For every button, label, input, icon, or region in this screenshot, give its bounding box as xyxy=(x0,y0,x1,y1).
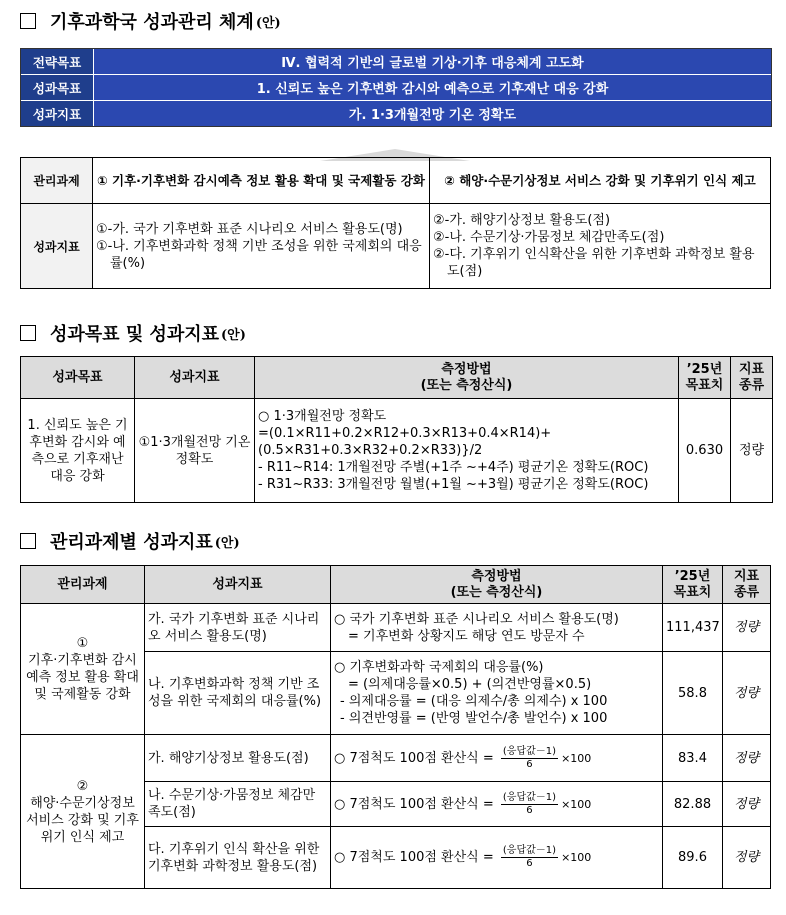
band-row-strategy: 전략목표 Ⅳ. 협력적 기반의 글로벌 기상·기후 대응체계 고도화 xyxy=(21,49,771,75)
strategy-band xyxy=(20,48,772,127)
table-row: ② 해양·수문기상정보 서비스 강화 및 기후위기 인식 제고 가. 해양기상정보 활용도(점) ○ 7점척도 100점 환산식 = $\frac{\text{(응답값－1)}}{6}$ ×100 83.4 정량 xyxy=(21,735,771,782)
table-row: 나. 기후변화과학 정책 기반 조성을 위한 국제회의 대응률(%) ○ 기후변화과학 국제회의 대응률(%) = (의제대응률×0.5) + (의견반영률×0.5) - 의제대응률 = (대응 의제수/총 의제수) x 100 - 의견반영률 = (반영 발언수/총 발언수) x 100 58.8 정량 xyxy=(21,652,771,735)
task1-header: ① 기후·기후변화 감시예측 정보 활용 확대 및 국제활동 강화 xyxy=(93,158,430,204)
task1-indicators: ①-가. 국가 기후변화 표준 시나리오 서비스 활용도(명) ①-나. 기후변화과학 정책 기반 조성을 위한 국제회의 대응률(%) xyxy=(93,204,430,289)
task1-cell: ① 기후·기후변화 감시예측 정보 활용 확대 및 국제활동 강화 xyxy=(21,604,145,735)
fraction: $\frac{\text{(응답값－1)}}{6}$ xyxy=(502,745,557,770)
task2-header: ② 해양·수문기상정보 서비스 강화 및 기후위기 인식 제고 xyxy=(430,158,771,204)
label-task: 관리과제 xyxy=(21,158,93,204)
task2-indicators: ②-가. 해양기상정보 활용도(점) ②-나. 수문기상·가뭄정보 체감만족도(점) ②-다. 기후위기 인식확산을 위한 기후변화 과학정보 활용도(점) xyxy=(430,204,771,289)
table-row: 나. 수문기상·가뭄정보 체감만족도(점) ○ 7점척도 100점 환산식 = $\frac{\text{(응답값－1)}}{6}$ ×100 82.88 정량 xyxy=(21,782,771,827)
square-bullet-icon xyxy=(20,533,36,549)
band-row-indicator: 성과지표 가. 1·3개월전망 기온 정확도 xyxy=(21,101,771,126)
goal-cell: 1. 신뢰도 높은 기후변화 감시와 예측으로 기후재난 대응 강화 xyxy=(21,399,135,503)
target-cell: 0.630 xyxy=(679,399,731,503)
task2-cell: ② 해양·수문기상정보 서비스 강화 및 기후위기 인식 제고 xyxy=(21,735,145,889)
band-row-goal: 성과목표 1. 신뢰도 높은 기후변화 감시와 예측으로 기후재난 대응 강화 xyxy=(21,75,771,101)
table-row: ① 기후·기후변화 감시예측 정보 활용 확대 및 국제활동 강화 가. 국가 기후변화 표준 시나리오 서비스 활용도(명) ○ 국가 기후변화 표준 시나리오 서비스 활용도(명) = 기후변화 상황지도 해당 연도 방문자 수 111,437 정량 xyxy=(21,604,771,652)
task-indicator-table: 관리과제 성과지표 측정방법 (또는 측정산식) ’25년 목표치 지표 종류 ① 기후·기후변화 감시예측 정보 활용 확대 및 국제활동 강화 가. 국가 기후변화 표준 시나리오 서비스 활용도(명) ○ 국가 기후변화 표준 시나리오 서비스 활용도(명) = 기후변화 상황지도 해당 연도 방문자 수 111,437 정량 나. 기후변화과학 정책 기반 조성을 위한 국제회의 대응률(%) ○ 기후변화과학 국제회의 대응률(%) = (의제대응률×0.5) + (의견반영률×0.5) - 의제대응률 = (대응 의제수/총 의제수) x 100 - 의견반영률 = (반영 발언수/총 발언수) x 100 58.8 정량 ② 해양·수문기상정보 서비스 강화 및 기후위기 인식 제고 가. 해양기상정보 활용도(점) ○ 7점척도 100점 환산식 = $\frac{\text{(응답값－1)}}{6}$ ×100 83.4 정량 나. 수문기상·가뭄정보 체감만족도(점) ○ 7점척도 100점 환산식 = $\frac{\text{(응답값－1)}}{6}$ ×100 82.88 정량 다. 기후위기 인식 확산을 위한 기후변화 과학정보 활용도(점) ○ 7점척도 100점 환산식 = $\frac{\text{(응답값－1)}}{6}$ ×100 89.6 정량 xyxy=(20,565,771,889)
square-bullet-icon xyxy=(20,13,36,29)
fraction: $\frac{\text{(응답값－1)}}{6}$ xyxy=(502,845,557,869)
goal-indicator-table: 성과목표 성과지표 측정방법 (또는 측정산식) ’25년 목표치 지표 종류 1. 신뢰도 높은 기후변화 감시와 예측으로 기후재난 대응 강화 ①1·3개월전망 기온 정확도 ○ 1·3개월전망 정확도 =(0.1×R11+0.2×R12+0.3×R13+0.4×R14)+(0.5×R31+0.3×R32+0.2×R33)}/2 - R11~R14: 1개월전망 주별(+1주 ~+4주) 평균기온 정확도(ROC) - R31~R33: 3개월전망 월별(+1월 ~+3월) 평균기온 정확도(ROC) 0.630 정량 xyxy=(20,356,773,503)
label-indicator: 성과지표 xyxy=(21,204,93,289)
section3-title: 관리과제별 성과지표 (안) xyxy=(20,528,240,554)
indicator-cell: ①1·3개월전망 기온 정확도 xyxy=(135,399,255,503)
square-bullet-icon xyxy=(20,325,36,341)
kind-cell: 정량 xyxy=(731,399,773,503)
management-table xyxy=(20,157,771,289)
method-cell: ○ 1·3개월전망 정확도 =(0.1×R11+0.2×R12+0.3×R13+0.4×R14)+(0.5×R31+0.3×R32+0.2×R33)}/2 - R11~R14: 1개월전망 주별(+1주 ~+4주) 평균기온 정확도(ROC) - R31~R33: 3개월전망 월별(+1월 ~+3월) 평균기온 정확도(ROC) xyxy=(255,399,679,503)
fraction: $\frac{\text{(응답값－1)}}{6}$ xyxy=(502,791,557,816)
section1-title: 기후과학국 성과관리 체계 (안) xyxy=(20,8,281,34)
table-row: 다. 기후위기 인식 확산을 위한 기후변화 과학정보 활용도(점) ○ 7점척도 100점 환산식 = $\frac{\text{(응답값－1)}}{6}$ ×100 89.6 정량 xyxy=(21,827,771,889)
section2-title: 성과목표 및 성과지표 (안) xyxy=(20,320,246,346)
